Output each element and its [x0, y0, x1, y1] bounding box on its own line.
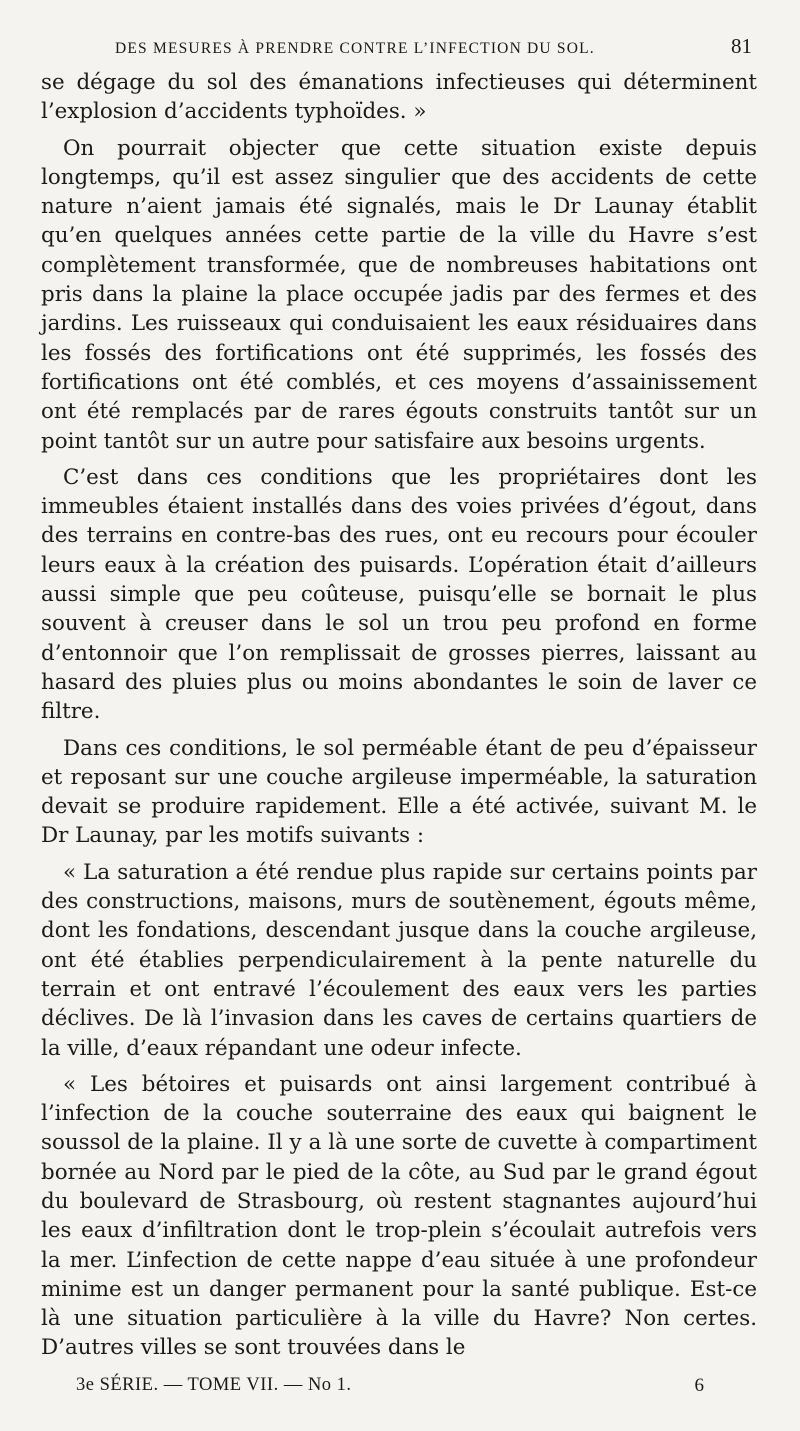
paragraph-continued: se dégage du sol des émanations infectieuses qui déterminent l’explosion d’accidents typhoïdes. »: [41, 70, 757, 125]
body-text: [41, 68, 757, 1370]
paragraph: Dans ces conditions, le sol perméable étant de peu d’épaisseur et reposant sur une couche argileuse imperméable, la saturation devait se produire rapidement. Elle a été activée, suivant M. le Dr Launay, par les motifs suivants :: [41, 735, 757, 849]
signature-mark: 3e SÉRIE. — TOME VII. — No 1.: [76, 1375, 352, 1395]
quoted-paragraph: « La saturation a été rendue plus rapide sur certains points par des constructions, maisons, murs de soutènement, égouts même, dont les fondations, descendant jusque dans la couche argileuse, ont été établies perpendiculairement à la pente naturelle du terrain et ont entravé l’écoulement des eaux vers les parties déclives. De là l’invasion dans les caves de certains quartiers de la ville, d’eaux répandant une odeur infecte.: [41, 859, 757, 1061]
paragraph: On pourrait objecter que cette situation existe depuis longtemps, qu’il est assez singulier que des accidents de cette nature n’aient jamais été signalés, mais le Dr Launay établit qu’en quelques années cette partie de la ville du Havre s’est complètement transformée, que de nombreuses habitations ont pris dans la plaine la place occupée jadis par des fermes et des jardins. Les ruisseaux qui conduisaient les eaux résiduaires dans les fossés des fortifications ont été supprimés, les fossés des fortifications ont été comblés, et ces moyens d’assainissement ont été remplacés par de rares égouts construits tantôt sur un point tantôt sur un autre pour satisfaire aux besoins urgents.: [41, 135, 757, 454]
sheet-number: 6: [694, 1375, 704, 1396]
quoted-paragraph: « Les bétoires et puisards ont ainsi largement contribué à l’infection de la couche souterraine des eaux qui baignent le soussol de la plaine. Il y a là une sorte de cuvette à compartiment bornée au Nord par le pied de la côte, au Sud par le grand égout du boulevard de Strasbourg, où restent stagnantes aujourd’hui les eaux d’infiltration dont le trop-plein s’écoulait autrefois vers la mer. L’infection de cette nappe d’eau située à une profondeur minime est un danger permanent pour la santé publique. Est-ce là une situation particulière à la ville du Havre? Non certes. D’autres villes se sont trouvées dans le: [41, 1071, 757, 1361]
page-number: 81: [731, 34, 752, 58]
page-footer: [76, 1375, 704, 1397]
paragraph: C’est dans ces conditions que les propriétaires dont les immeubles étaient installés dans des voies privées d’égout, dans des terrains en contre-bas des rues, ont eu recours pour écouler leurs eaux à la création des puisards. L’opération était d’ailleurs aussi simple que peu coûteuse, puisqu’elle se bornait le plus souvent à creuser dans le sol un trou peu profond en forme d’entonnoir que l’on remplissait de grosses pierres, laissant au hasard des pluies plus ou moins abondantes le soin de laver ce filtre.: [41, 464, 757, 725]
running-head: [115, 34, 752, 58]
running-title: DES MESURES À PRENDRE CONTRE L’INFECTION DU SOL.: [115, 40, 595, 57]
